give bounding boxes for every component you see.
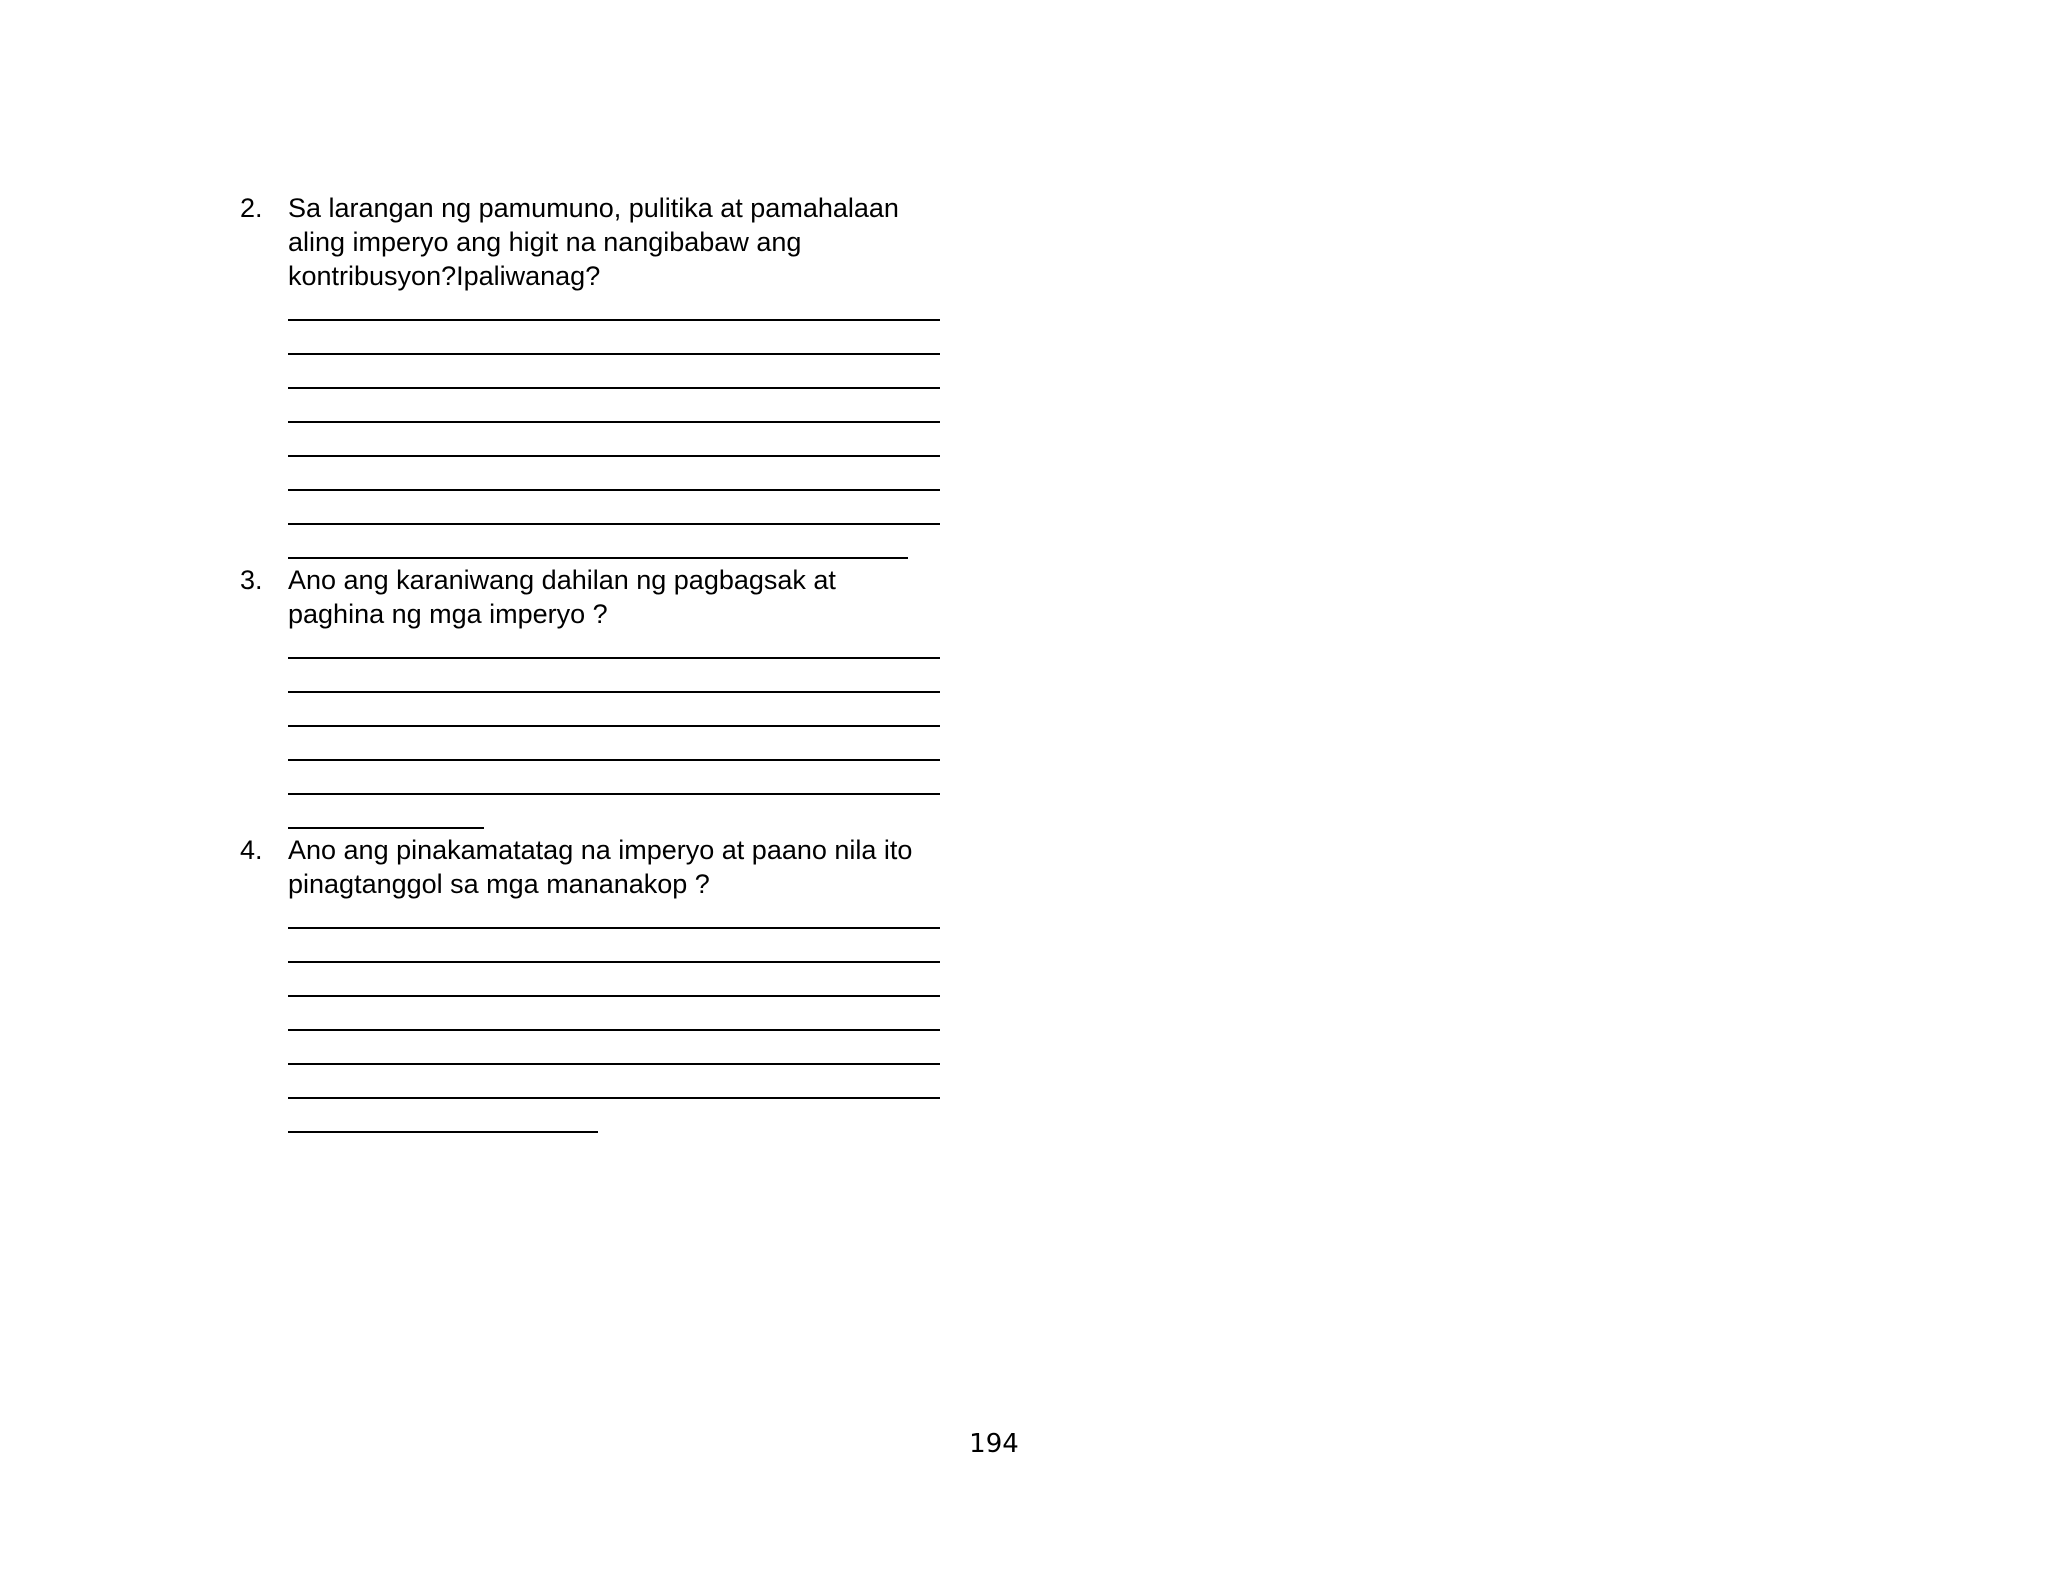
answer-line[interactable] xyxy=(288,389,940,423)
answer-line[interactable] xyxy=(288,1031,940,1065)
question-2 xyxy=(240,191,1000,559)
question-number: 2. xyxy=(240,193,263,223)
answer-line[interactable] xyxy=(288,727,940,761)
answer-line[interactable] xyxy=(288,423,940,457)
question-number: 4. xyxy=(240,835,263,865)
answer-line[interactable] xyxy=(288,761,940,795)
answer-line[interactable] xyxy=(288,525,908,559)
answer-lines[interactable] xyxy=(288,897,1000,1133)
answer-line[interactable] xyxy=(288,795,484,829)
answer-lines[interactable] xyxy=(288,289,1000,559)
question-text: Ano ang karaniwang dahilan ng pagbagsak at paghina ng mga imperyo ? xyxy=(288,565,836,629)
answer-line[interactable] xyxy=(288,997,940,1031)
answer-line[interactable] xyxy=(288,659,940,693)
answer-line[interactable] xyxy=(288,627,940,659)
answer-line[interactable] xyxy=(288,963,940,997)
answer-line[interactable] xyxy=(288,693,940,727)
answer-line[interactable] xyxy=(288,491,940,525)
question-text: Sa larangan ng pamumuno, pulitika at pamahalaan aling imperyo ang higit na nangibabaw ang kontribusyon?Ipaliwanag? xyxy=(288,193,899,291)
answer-line[interactable] xyxy=(288,1099,598,1133)
question-4 xyxy=(240,833,1000,1133)
answer-line[interactable] xyxy=(288,897,940,929)
answer-line[interactable] xyxy=(288,355,940,389)
question-3 xyxy=(240,563,1000,829)
answer-line[interactable] xyxy=(288,289,940,321)
answer-line[interactable] xyxy=(288,929,940,963)
page-number: 194 xyxy=(969,1429,1019,1459)
answer-line[interactable] xyxy=(288,1065,940,1099)
answer-lines[interactable] xyxy=(288,627,1000,829)
answer-line[interactable] xyxy=(288,457,940,491)
question-text: Ano ang pinakamatatag na imperyo at paano nila ito pinagtanggol sa mga mananakop ? xyxy=(288,835,913,899)
answer-line[interactable] xyxy=(288,321,940,355)
question-number: 3. xyxy=(240,565,263,595)
